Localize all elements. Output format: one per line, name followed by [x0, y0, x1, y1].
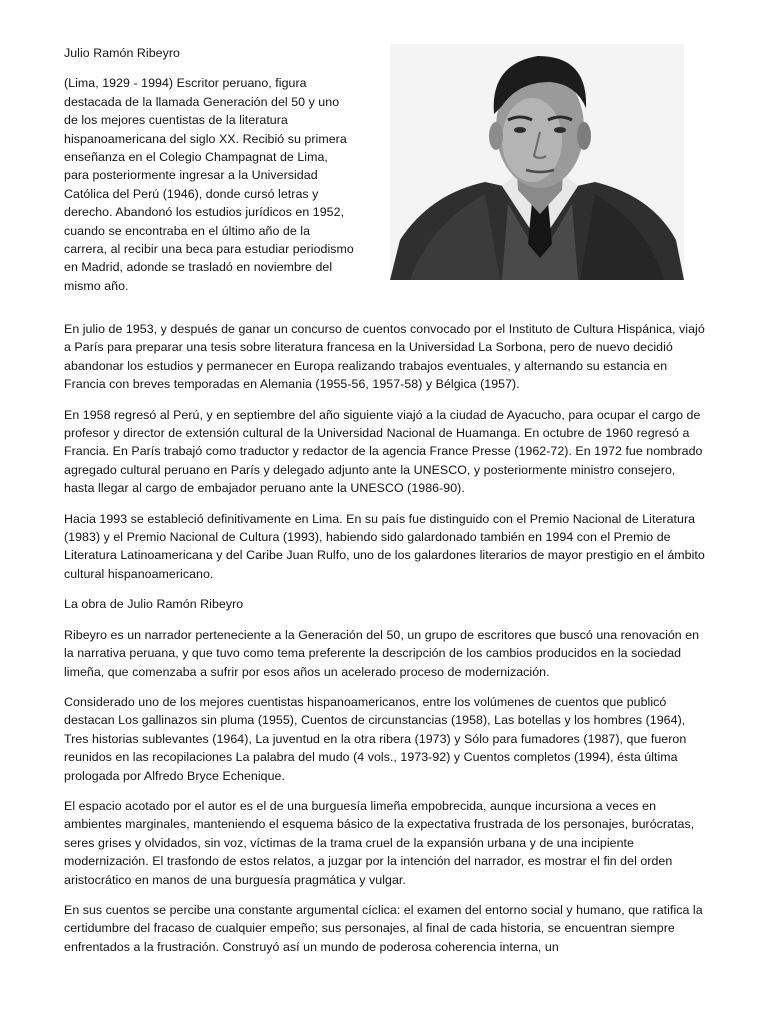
paragraph-3: Hacia 1993 se estableció definitivamente en Lima. En su país fue distinguido con el Premio Nacional de Literatura (1983) y el Premio Nacional de Cultura (1993), habiendo sido galardonado también en 1994 con el Premio de Literatura Latinoamericana y del Caribe Juan Rulfo, uno de los galardones literarios de mayor prestigio en el ámbito cultural hispanoamericano. — [64, 511, 705, 581]
paragraph-2: En 1958 regresó al Perú, y en septiembre del año siguiente viajó a la ciudad de Ayacucho, para ocupar el cargo de profesor y director de extensión cultural de la Universidad Nacional de Huamanga. En octubre de 1960 regresó a Francia. En París trabajó como traductor y redactor de la agencia France Presse (1962-72). En 1972 fue nombrado agregado cultural peruano en París y delegado adjunto ante la UNESCO, y posteriormente ministro consejero, hasta llegar al cargo de embajador peruano ante la UNESCO (1986-90). — [64, 407, 703, 496]
section-heading: La obra de Julio Ramón Ribeyro — [64, 597, 244, 612]
paragraph-1: En julio de 1953, y después de ganar un concurso de cuentos convocado por el Instituto de Cultura Hispánica, viajó a París para preparar una tesis sobre literatura francesa en la Universidad La Sorbona, pero de nuevo decidió abandonar los estudios y permanecer en Europa realizando trabajos eventuales, y alternando su estancia en Francia con breves temporadas en Alemania (1955-56, 1957-58) y Bélgica (1957). — [64, 322, 705, 392]
intro-section — [64, 44, 708, 312]
paragraph-5: Considerado uno de los mejores cuentistas hispanoamericanos, entre los volúmenes de cuentos que publicó destacan Los gallinazos sin pluma (1955), Cuentos de circunstancias (1958), Las botellas y los hombres (1964), Tres historias sublevantes (1964), La juventud en la otra ribera (1973) y Sólo para fumadores (1987), que fueron reunidos en las recopilaciones La palabra del mudo (4 vols., 1973-92) y Cuentos completos (1994), ésta última prologada por Alfredo Bryce Echenique. — [64, 694, 687, 783]
portrait-image — [390, 44, 684, 280]
intro-text-column — [64, 44, 354, 295]
paragraph-6: El espacio acotado por el autor es el de una burguesía limeña empobrecida, aunque incursiona a veces en ambientes marginales, manteniendo el esquema básico de la expectativa frustrada de los personajes, burócratas, seres grises y olvidados, sin voz, víctimas de la trama cruel de la expansión urbana y de una incipiente modernización. El trasfondo de estos relatos, a juzgar por la intención del narrador, es mostrar el fin del orden aristocrático en manos de una burguesía pragmática y vulgar. — [64, 798, 695, 887]
paragraph-7: En sus cuentos se percibe una constante argumental cíclica: el examen del entorno social y humano, que ratifica la certidumbre del fracaso de cualquier empeño; sus personajes, al final de cada historia, se encuentran siempre enfrentados a la frustración. Construyó así un mundo de poderosa coherencia interna, un — [64, 902, 703, 954]
paragraph-4: Ribeyro es un narrador perteneciente a la Generación del 50, un grupo de escritores que buscó una renovación en la narrativa peruana, y que tuvo como tema preferente la descripción de los cambios producidos en la sociedad limeña, que comenzaba a sufrir por esos años un acelerado proceso de modernización. — [64, 627, 700, 679]
body-section — [64, 320, 708, 956]
document-title: Julio Ramón Ribeyro — [64, 46, 180, 60]
document-page — [64, 44, 708, 968]
author-portrait-photo — [390, 44, 684, 280]
intro-paragraph: (Lima, 1929 - 1994) Escritor peruano, figura destacada de la llamada Generación del 50 y uno de los mejores cuentistas de la literatura hispanoamericana del siglo XX. Recibió su primera enseñanza en el Colegio Champagnat de Lima, para posteriormente ingresar a la Universidad Católica del Perú (1946), donde cursó letras y derecho. Abandonó los estudios jurídicos en 1952, cuando se encontraba en el último año de la carrera, al recibir una beca para estudiar periodismo en Madrid, adonde se trasladó en noviembre del mismo año. — [64, 76, 354, 293]
